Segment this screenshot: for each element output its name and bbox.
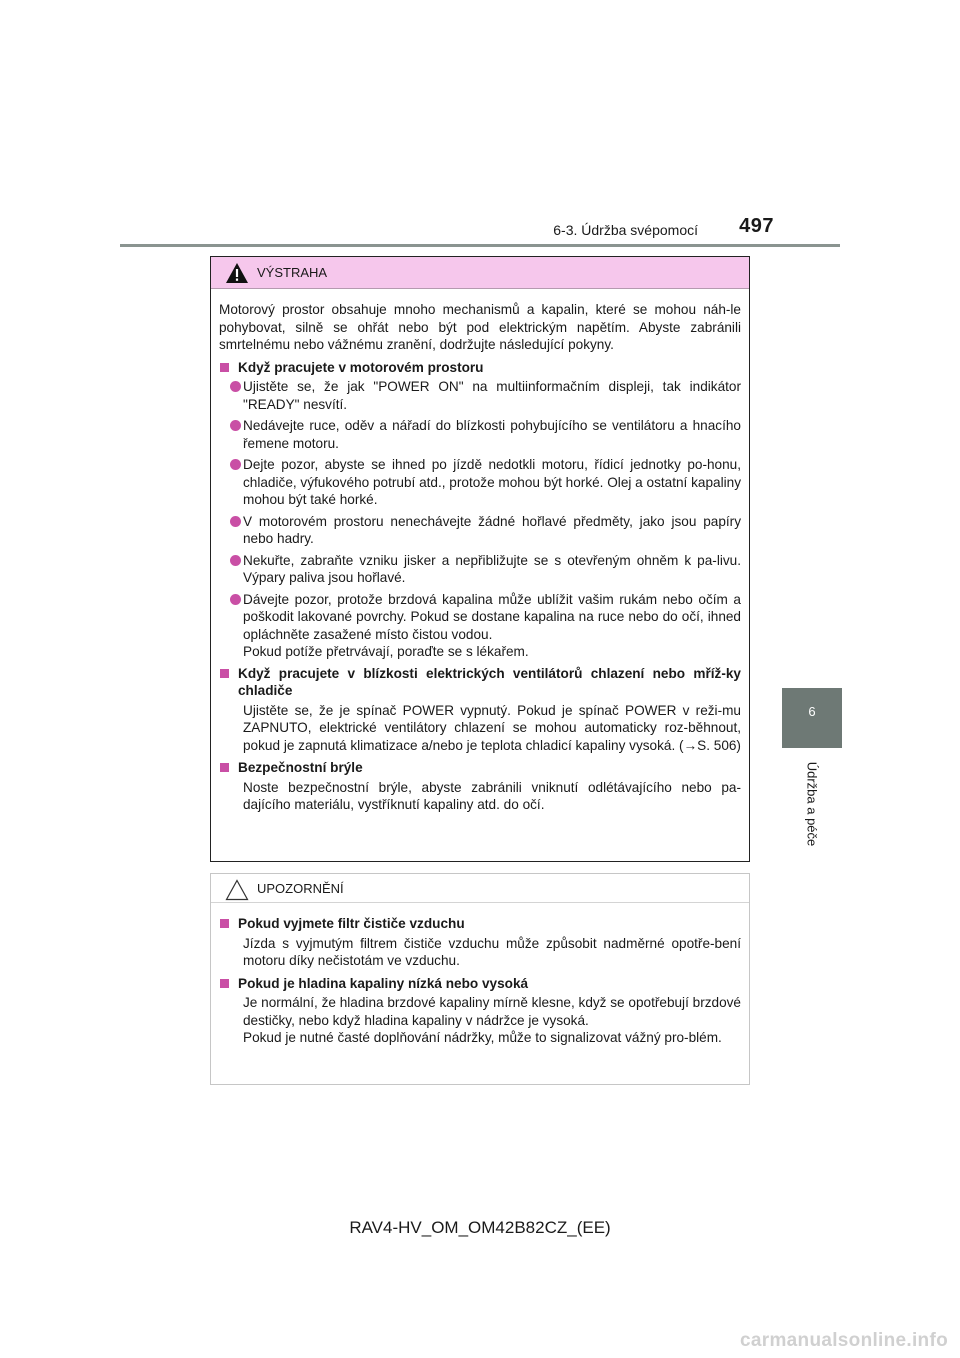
chapter-tab [782,688,842,748]
section-title: 6-3. Údržba svépomocí [553,222,698,238]
bullet-dot-icon [230,381,241,392]
section-square-icon [220,669,229,678]
warning-bullet: Ujistěte se, že jak "POWER ON" na multiinformačním displeji, tak indikátor "READY" nesvítí. [219,378,741,413]
warning-title: VÝSTRAHA [257,265,328,280]
header-rule [120,244,840,247]
warning-section-title: Když pracujete v blízkosti elektrických ventilátorů chlazení nebo mříž-ky chladiče [219,665,741,700]
warning-header [211,257,749,289]
warning-section-body: Ujistěte se, že je spínač POWER vypnutý. Pokud je spínač POWER v reži-mu ZAPNUTO, elektrické ventilátory chlazení se mohou automaticky roz-běhnout, pokud je zapnutá klimatizace a/nebo je teplota chladicí kapaliny vysoká. (→S. 506) [243,702,741,753]
bullet-dot-icon [230,516,241,527]
caution-title: UPOZORNĚNÍ [257,881,344,896]
section-square-icon [220,763,229,772]
page-header [120,212,840,246]
section-square-icon [220,919,229,928]
caution-section-title: Pokud je hladina kapaliny nízká nebo vysoká [219,975,741,993]
warning-section-title: Když pracujete v motorovém prostoru [219,359,741,377]
warning-bullet: Dávejte pozor, protože brzdová kapalina může ublížit vašim rukám nebo očím a poškodit lakované povrchy. Pokud se dostane kapalina na ruce nebo do očí, ihned opláchněte zasažené místo čistou vodou. Pokud potíže přetrvávají, poraďte se s lékařem. [219,591,741,661]
warning-bullet: Nedávejte ruce, oděv a nářadí do blízkosti pohybujícího se ventilátoru a hnacího řemene motoru. [219,417,741,452]
watermark: carmanualsonline.info [740,1330,948,1351]
warning-section-body: Noste bezpečnostní brýle, abyste zabránili vniknutí odlétávajícího nebo pa-dajícího materiálu, vystříknutí kapaliny atd. do očí. [243,779,741,812]
warning-triangle-filled-icon [225,262,249,284]
warning-section-title: Bezpečnostní brýle [219,759,741,777]
bullet-dot-icon [230,555,241,566]
chapter-number: 6 [808,704,816,719]
caution-header [211,874,749,903]
section-square-icon [220,363,229,372]
bullet-dot-icon [230,594,241,605]
warning-bullet: Nekuřte, zabraňte vzniku jisker a nepřibližujte se s otevřeným ohněm k pa-livu. Výpary paliva jsou hořlavé. [219,552,741,587]
warning-bullet: Dejte pozor, abyste se ihned po jízdě nedotkli motoru, řídicí jednotky po-honu, chladiče, výfukového potrubí atd., protože mohou být horké. Olej a ostatní kapaliny mohou být také horké. [219,456,741,509]
caution-box [210,873,750,1085]
section-square-icon [220,979,229,988]
caution-triangle-outline-icon [225,879,249,901]
warning-bullet: V motorovém prostoru nenechávejte žádné hořlavé předměty, jako jsou papíry nebo hadry. [219,513,741,548]
page-number: 497 [739,215,774,237]
chapter-label-tab [782,748,842,860]
chapter-label: Údržba a péče [804,761,820,847]
warning-intro: Motorový prostor obsahuje mnoho mechanismů a kapalin, které se mohou náh-le pohybovat, silně se ohřát nebo být pod elektrickým napětím. Abyste zabránili smrtelnému nebo vážnému zranění, dodržujte následující pokyny. [219,302,741,352]
caution-section-title: Pokud vyjmete filtr čističe vzduchu [219,915,741,933]
warning-box [210,256,750,862]
caution-section-body: Jízda s vyjmutým filtrem čističe vzduchu může způsobit nadměrné opotře-bení motoru díky nečistotám ve vzduchu. [243,935,741,968]
bullet-dot-icon [230,459,241,470]
bullet-dot-icon [230,420,241,431]
document-code: RAV4-HV_OM_OM42B82CZ_(EE) [349,1218,611,1237]
caution-section-body: Je normální, že hladina brzdové kapaliny mírně klesne, když se opotřebují brzdové destičky, nebo když hladina kapaliny v nádržce je vysoká. Pokud je nutné časté doplňování nádržky, může to signalizovat vážný pro-blém. [243,995,741,1045]
